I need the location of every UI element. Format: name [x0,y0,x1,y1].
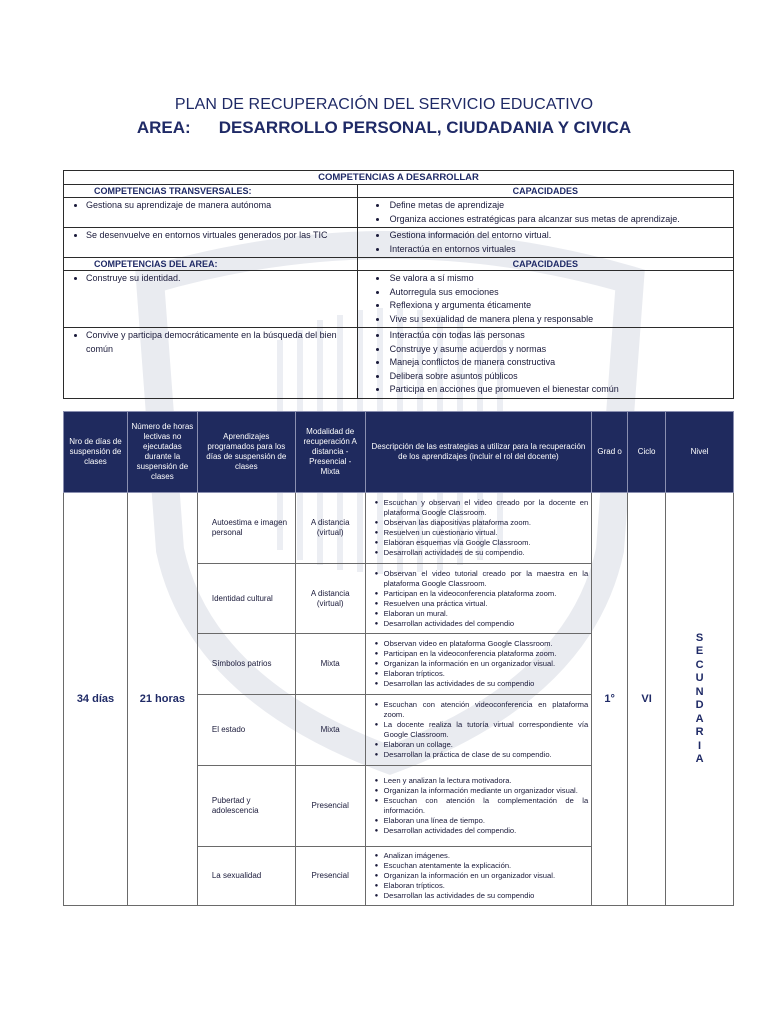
estrategias-cell [365,564,592,634]
capacidad-item: • Define metas de aprendizaje [388,199,729,213]
capacidades-header: CAPACIDADES [357,185,733,198]
competencias-title: COMPETENCIAS A DESARROLLAR [64,171,734,185]
aprendizaje-cell: Símbolos patrios [197,634,295,695]
estrategia-item: ● Elaboran un mural. [384,609,589,619]
estrategia-item: ● Participan en la videoconferencia plataforma zoom. [384,589,589,599]
modalidad-cell: Presencial [295,766,365,847]
grado-cell: 1° [592,493,628,906]
nivel-letter: D [695,699,704,711]
competencia-row [64,228,734,258]
area-title [0,118,768,138]
estrategia-item: ● Resuelven un cuestionario virtual. [384,528,589,538]
col-header-dias: Nro de días de suspensión de clases [64,412,128,493]
competencias-table [63,170,734,399]
nivel-letter: C [695,658,704,671]
col-header-grado: Grad o [592,412,628,493]
capacidad-item: • Participa en acciones que promueven el bienestar común [388,383,729,397]
aprendizaje-cell: Identidad cultural [197,564,295,634]
estrategia-item: ● Elaboran esquemas vía Google Classroom. [384,538,589,548]
col-header-horas: Número de horas lectivas no ejecutadas durante la suspensión de clases [127,412,197,493]
dias-cell: 34 días [64,493,128,906]
col-header-aprendizajes: Aprendizajes programados para los días de suspensión de clases [197,412,295,493]
competencia-row [64,198,734,228]
capacidad-item: • Gestiona información del entorno virtual. [388,229,729,243]
nivel-letter: R [695,726,704,738]
estrategias-cell [365,634,592,695]
col-header-ciclo: Ciclo [628,412,666,493]
nivel-letter: I [698,739,702,752]
estrategia-item: ● Escuchan con atención la complementación de la información. [384,796,589,816]
capacidad-item: • Interactúa con todas las personas [388,329,729,343]
capacidad-item: • Construye y asume acuerdos y normas [388,343,729,357]
aprendizaje-cell: Autoestima e imagen personal [197,493,295,564]
document-header [0,96,768,138]
horas-cell: 21 horas [127,493,197,906]
estrategia-item: ● La docente realiza la tutoría virtual correspondiente vía Google Classroom. [384,720,589,740]
plan-header-row [64,412,734,493]
col-header-nivel: Nivel [666,412,734,493]
aprendizaje-cell: La sexualidad [197,847,295,906]
area-name: DESARROLLO PERSONAL, CIUDADANIA Y CIVICA [218,118,632,137]
capacidad-item: • Organiza acciones estratégicas para alcanzar sus metas de aprendizaje. [388,213,729,227]
competencia-item: • Convive y participa democráticamente en la búsqueda del bien común [86,329,353,356]
modalidad-cell: A distancia (virtual) [295,564,365,634]
estrategia-item: ● Desarrollan actividades del compendio. [384,826,589,836]
estrategias-cell [365,766,592,847]
capacidad-item: • Autorregula sus emociones [388,286,729,300]
nivel-letter: A [695,712,704,725]
competencia-item: • Gestiona su aprendizaje de manera autónoma [86,199,353,213]
estrategia-item: ● Observan video en plataforma Google Classroom. [384,639,589,649]
area-capacidades-header: CAPACIDADES [357,258,733,271]
area-competencias-header: COMPETENCIAS DEL AREA: [64,258,358,271]
modalidad-cell: A distancia (virtual) [295,493,365,564]
estrategias-cell [365,847,592,906]
capacidad-item: • Vive su sexualidad de manera plena y responsable [388,313,729,327]
estrategias-cell [365,493,592,564]
estrategias-cell [365,695,592,766]
estrategia-item: ● Analizan imágenes. [384,851,589,861]
aprendizaje-cell: El estado [197,695,295,766]
estrategia-item: ● Escuchan y observan el video creado por la docente en plataforma Google Classroom. [384,498,589,518]
capacidad-item: • Interactúa en entornos virtuales [388,243,729,257]
competencia-row [64,328,734,399]
estrategia-item: ● Observan el video tutorial creado por la maestra en la plataforma Google Classroom. [384,569,589,589]
estrategia-item: ● Elaboran trípticos. [384,881,589,891]
capacidad-item: • Reflexiona y argumenta éticamente [388,299,729,313]
nivel-letter: N [695,685,704,698]
plan-title: PLAN DE RECUPERACIÓN DEL SERVICIO EDUCATIVO [174,96,594,113]
modalidad-cell: Presencial [295,847,365,906]
nivel-cell [666,493,734,906]
area-label: AREA: [136,118,191,137]
capacidad-item: • Maneja conflictos de manera constructiva [388,356,729,370]
competencia-row [64,271,734,328]
estrategia-item: ● Elaboran una línea de tiempo. [384,816,589,826]
estrategia-item: ● Observan las diapositivas plataforma zoom. [384,518,589,528]
estregia-item: ● Participan en la videoconferencia plataforma zoom. [384,649,589,659]
competencia-item: • Se desenvuelve en entornos virtuales generados por las TIC [86,229,353,243]
estrategia-item: ● Desarrollan actividades del compendio [384,619,589,629]
estrategia-item: ● Leen y analizan la lectura motivadora. [384,776,589,786]
plan-table [63,411,734,906]
nivel-letter: E [695,645,704,657]
capacidad-item: • Se valora a sí mismo [388,272,729,286]
competencia-item: • Construye su identidad. [86,272,353,286]
estrategia-item: ● Desarrollan las actividades de su compendio [384,891,589,901]
estrategia-item: ● Resuelven una práctica virtual. [384,599,589,609]
nivel-letter: A [695,753,704,765]
modalidad-cell: Mixta [295,634,365,695]
modalidad-cell: Mixta [295,695,365,766]
col-header-modalidad: Modalidad de recuperación A distancia - Presencial - Mixta [295,412,365,493]
ciclo-cell: VI [628,493,666,906]
estrategia-item: ● Desarrollan actividades de su compendio. [384,548,589,558]
estrategia-item: ● Organizan la información en un organizador visual. [384,871,589,881]
estrategia-item: ● Desarrollan las actividades de su compendio [384,679,589,689]
estrategia-item: ● Elaboran trípticos. [384,669,589,679]
estrategia-item: ● Desarrollan la práctica de clase de su compendio. [384,750,589,760]
estrategia-item: ● Organizan la información en un organizador visual. [384,659,589,669]
aprendizaje-cell: Pubertad y adolescencia [197,766,295,847]
col-header-descripcion: Descripción de las estrategias a utilizar para la recuperación de los aprendizajes (incluir el rol del docente) [365,412,592,493]
estrategia-item: ● Organizan la información mediante un organizador visual. [384,786,589,796]
estrategia-item: ● Escuchan atentamente la explicación. [384,861,589,871]
estrategia-item: ● Escuchan con atención videoconferencia en plataforma zoom. [384,700,589,720]
estrategia-item: ● Elaboran un collage. [384,740,589,750]
transversales-header: COMPETENCIAS TRANSVERSALES: [64,185,358,198]
nivel-letter: U [695,672,704,684]
plan-row [64,493,734,564]
nivel-letter: S [695,631,704,644]
capacidad-item: • Delibera sobre asuntos públicos [388,370,729,384]
